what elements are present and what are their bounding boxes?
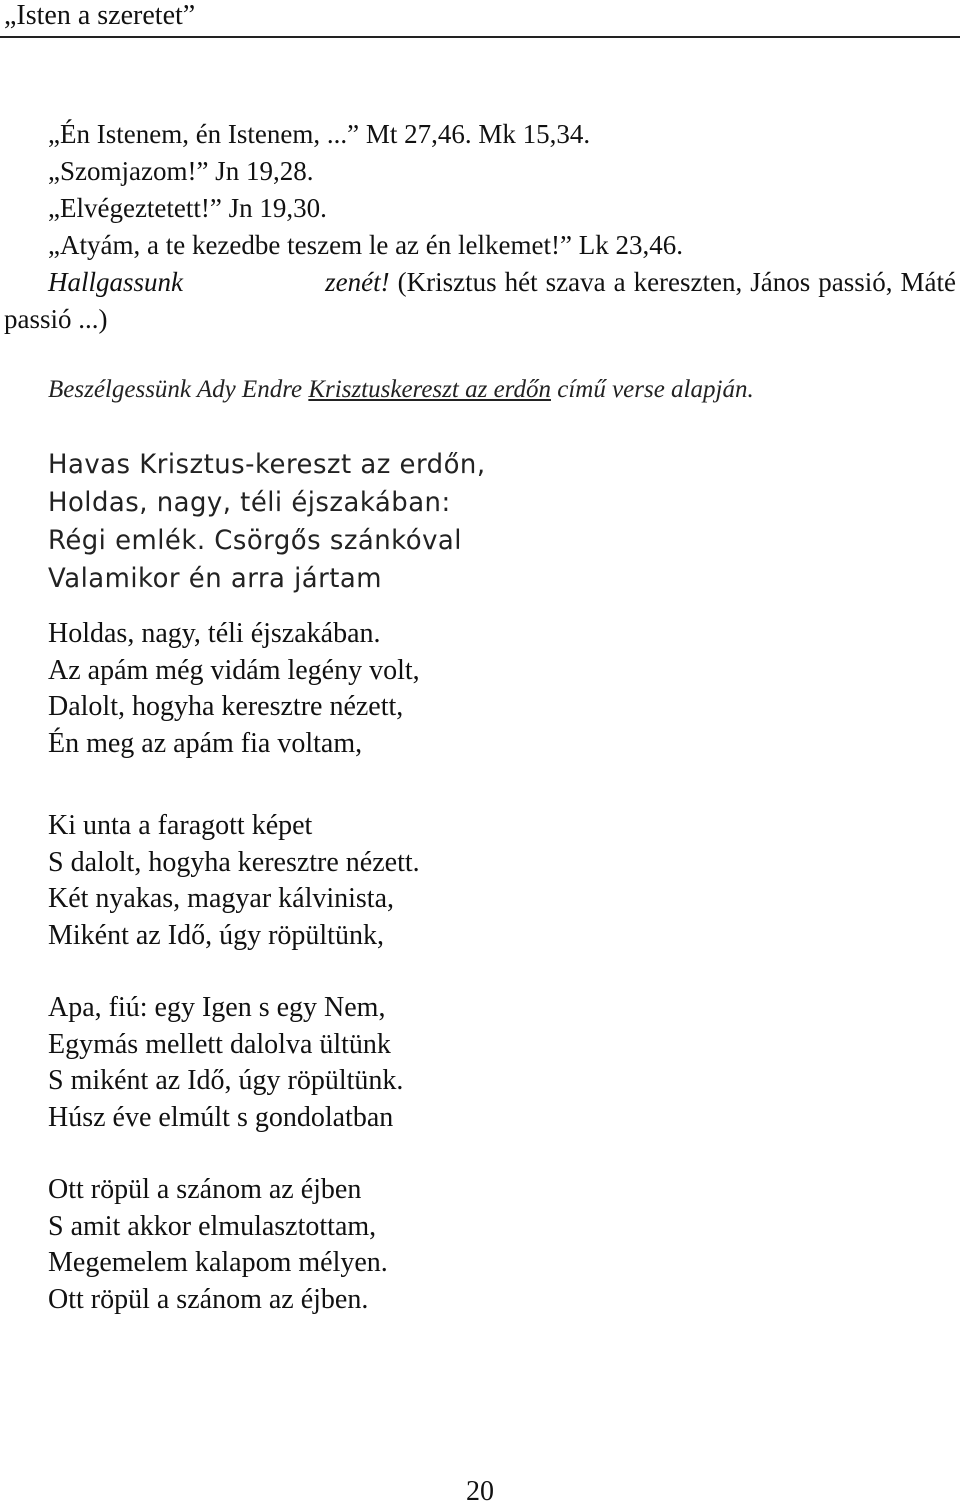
listen-italic: Hallgassunk zenét! [48,267,390,297]
listen-word: passió, [818,267,893,297]
listen-continuation: passió ...) [4,304,108,334]
poem-line: Két nyakas, magyar kálvinista, [48,883,395,914]
poem-stanza-2 [48,616,420,762]
listen-line [4,264,956,301]
poem-line: Apa, fiú: egy Igen s egy Nem, [48,992,386,1023]
poem-line: Megemelem kalapom mélyen. [48,1247,388,1278]
listen-word: a [613,267,626,297]
poem-line: Holdas, nagy, téli éjszakában. [48,618,381,649]
running-header [0,0,960,38]
poem-line: Holdas, nagy, téli éjszakában: [48,487,451,518]
poem-stanza-4 [48,990,403,1136]
quote-line: „Elvégeztetett!” Jn 19,30. [48,193,327,223]
intro-quotes [4,116,956,338]
listen-word: szava [545,267,606,297]
poem-line: Havas Krisztus-kereszt az erdőn, [48,449,486,480]
poem-line: Régi emlék. Csörgős szánkóval [48,525,462,556]
poem-title-link: Krisztuskereszt az erdőn [308,376,551,403]
poem-line: Egymás mellett dalolva ültünk [48,1028,391,1060]
listen-word: kereszten, [633,267,743,297]
poem-line: S dalolt, hogyha keresztre nézett. [48,846,420,878]
quote-line: „Atyám, a te kezedbe teszem le az én lelkemet!” Lk 23,46. [48,230,683,260]
quote-line: „Én Istenem, én Istenem, ...” Mt 27,46. Mk 15,34. [48,119,591,149]
topic-line [48,374,754,406]
listen-word: János [750,267,811,297]
poem-line: Dalolt, hogyha keresztre nézett, [48,691,404,722]
poem-line: Húsz éve elmúlt s gondolatban [48,1101,394,1133]
topic-before: Beszélgessünk Ady Endre [48,376,309,403]
poem-line: Valamikor én arra jártam [48,563,383,594]
poem-line: Ott röpül a szánom az éjben [48,1174,362,1205]
poem-line: S amit akkor elmulasztottam, [48,1210,377,1242]
listen-word: Máté [900,267,956,297]
header-title: „Isten a szeretet” [4,0,196,31]
listen-word: (Krisztus [397,267,497,297]
poem-line: Én meg az apám fia voltam, [48,727,363,759]
quote-line: „Szomjazom!” Jn 19,28. [48,156,314,186]
poem-line: Ki unta a faragott képet [48,810,313,841]
page-number: 20 [466,1476,494,1507]
poem-stanza-5 [48,1172,388,1318]
poem-line: Miként az Idő, úgy röpültünk, [48,919,384,951]
listen-word: hét [504,267,538,297]
poem-line: Az apám még vidám legény volt, [48,654,420,686]
poem-line: Ott röpül a szánom az éjben. [48,1283,369,1315]
poem-stanza-1 [48,446,486,598]
topic-after: című verse alapján. [550,376,754,403]
poem-stanza-3 [48,808,420,954]
poem-line: S miként az Idő, úgy röpültünk. [48,1065,404,1096]
